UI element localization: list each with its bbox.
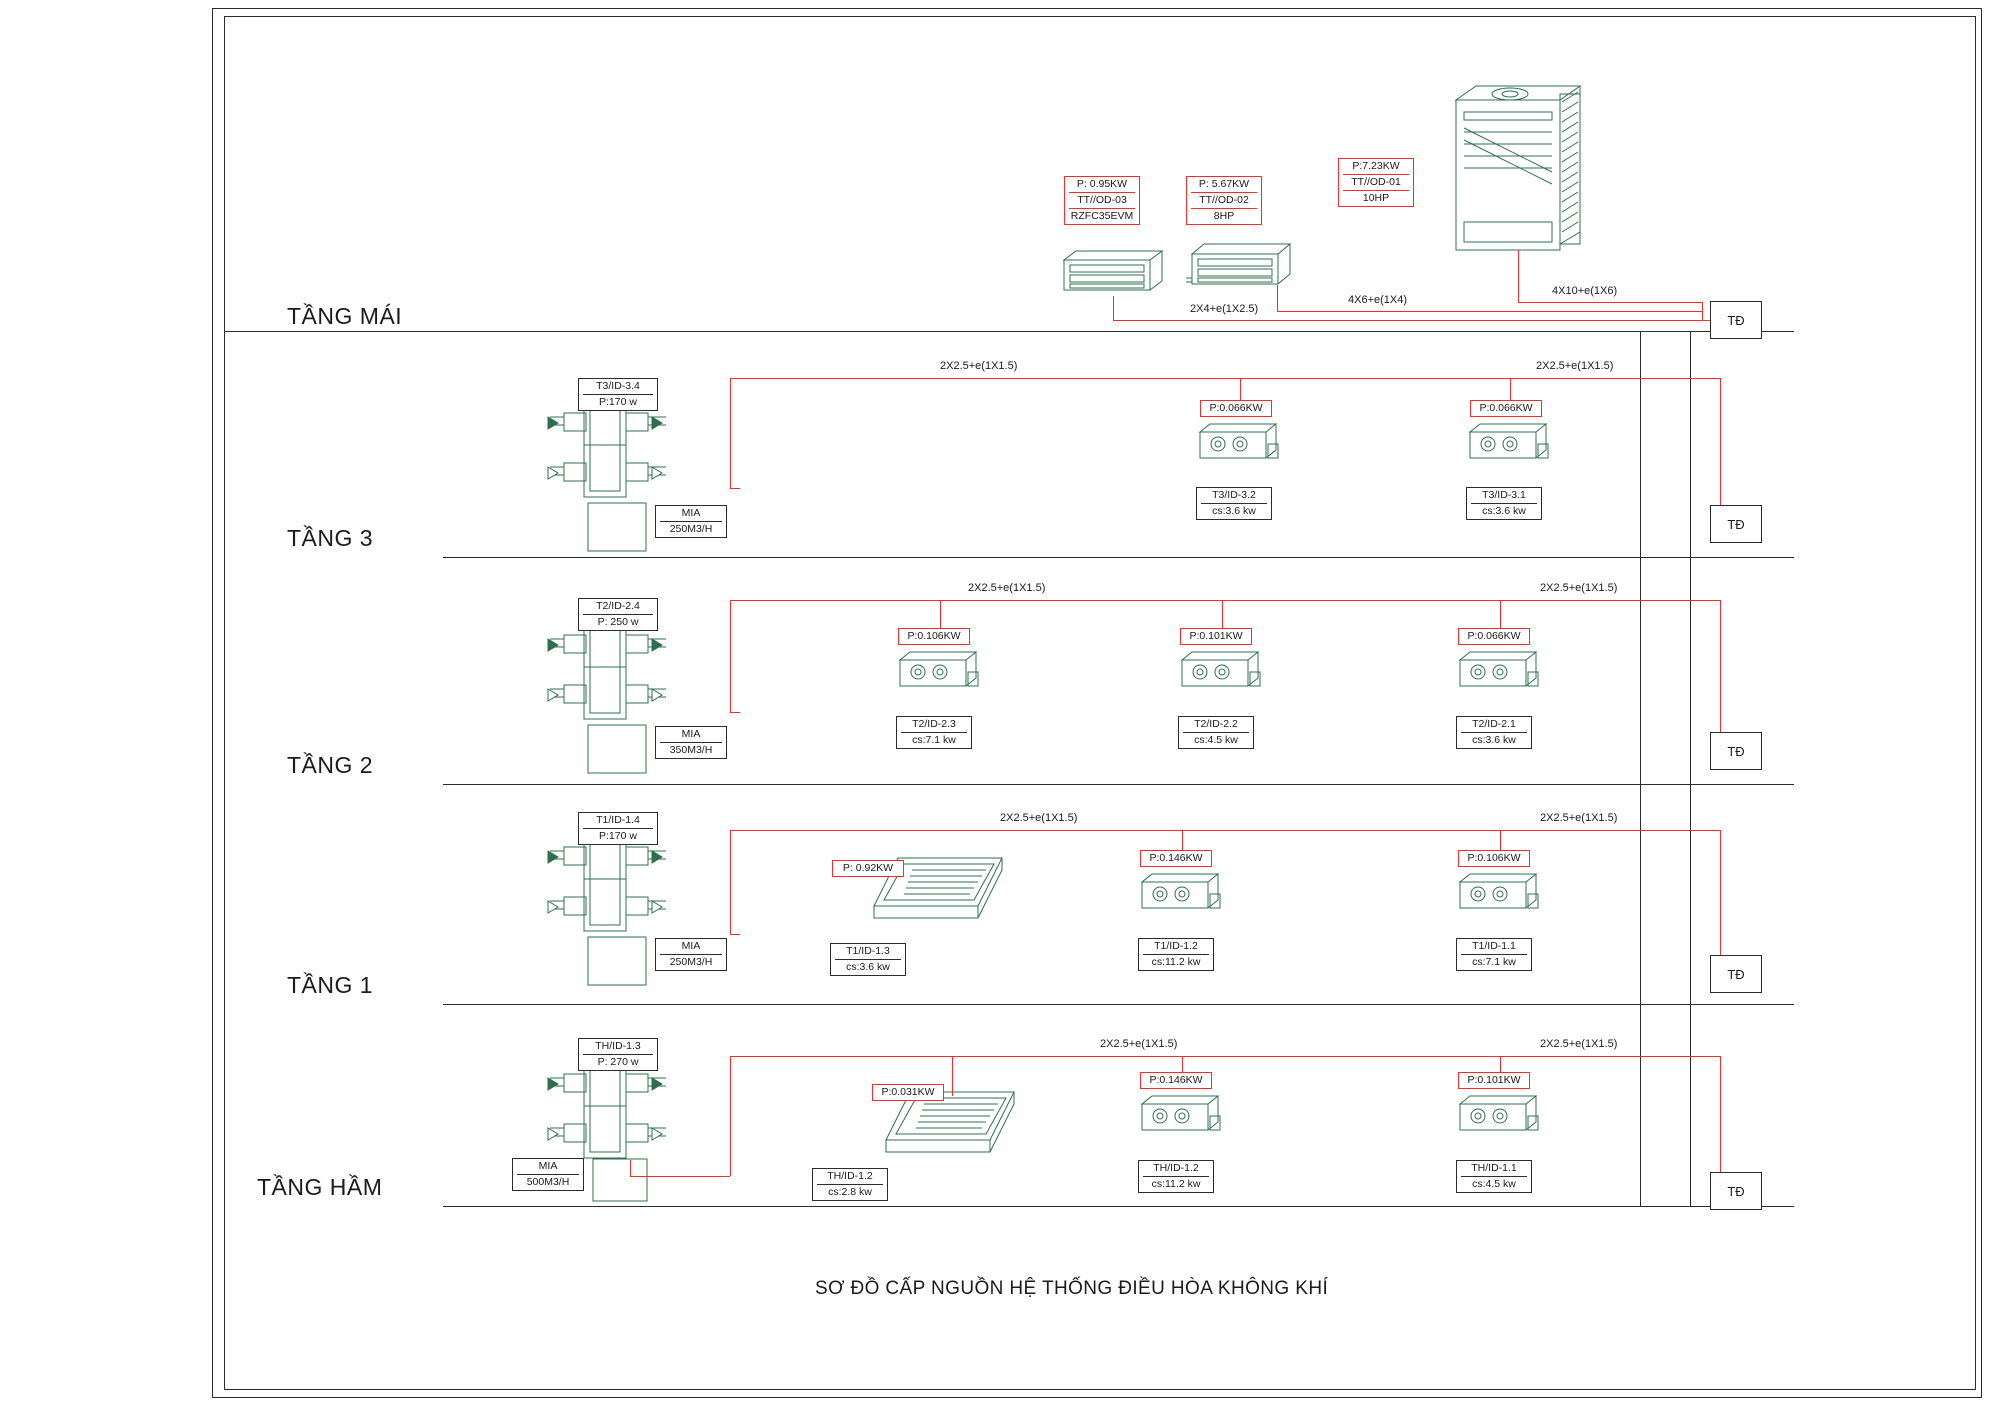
wire-f2-u23-drop [940,600,941,628]
wire-f1-u12-drop [1182,830,1183,850]
tag-t3-3.1-capacity: cs:3.6 kw [1471,503,1537,518]
wire-od-01-drop [1518,250,1519,302]
tag-t3-3.1-code: T3/ID-3.1 [1482,489,1526,501]
wire-f3-main2 [1240,378,1510,379]
indoor-unit-t2-2.3 [896,648,982,692]
panel-td-floor2[interactable]: TĐ [1710,732,1762,770]
wire-od-01-run [1518,302,1703,303]
tag-mia-floor2 [655,726,727,759]
tag-mia-floor1-label: MIA [681,940,701,952]
wire-f1-main2 [1182,830,1500,831]
tag-t2-2.1-capacity: cs:3.6 kw [1461,732,1527,747]
ahu-floor1 [540,829,680,939]
floor-line-roof [224,331,1794,332]
floor-label-floor2: TẦNG 2 [287,752,374,778]
drawing-title: SƠ ĐỒ CẤP NGUỒN HỆ THỐNG ĐIỀU HÒA KHÔNG KHÍ [815,1278,1329,1299]
tag-t3-3.2 [1196,487,1272,520]
wire-f1-ahu-drop [730,830,731,934]
wire-f2-ahu-base [730,712,740,713]
tag-ahu-basement [578,1038,658,1071]
tag-power-t2-2.1: P:0.066KW [1458,628,1530,645]
tag-t2-2.2-code: T2/ID-2.2 [1194,718,1238,730]
tag-od-01-model: 10HP [1343,190,1409,205]
tag-th-1.2-capacity: cs:11.2 kw [1143,1176,1209,1191]
riser-guide-left [1640,331,1641,1206]
tag-t2-2.1 [1456,716,1532,749]
tag-od-02 [1186,176,1262,225]
indoor-unit-t3-3.2 [1196,420,1282,464]
panel-td-roof[interactable]: TĐ [1710,301,1762,339]
tag-t1-1.1-code: T1/ID-1.1 [1472,940,1516,952]
tag-mia-floor3-flow: 250M3/H [660,521,722,536]
tag-od-03 [1064,176,1140,225]
wire-f3-riser [1720,378,1721,524]
wire-fb-main3 [1182,1056,1500,1057]
wire-fb-main [730,1056,952,1057]
outdoor-unit-od-03 [1058,246,1168,296]
cable-label-od-02: 4X6+e(1X4) [1348,294,1408,306]
tag-od-01 [1338,158,1414,207]
wire-f1-riser-run [1500,830,1720,831]
tag-t2-2.2-capacity: cs:4.5 kw [1183,732,1249,747]
wire-f2-main2 [940,600,1222,601]
mia-box-floor2 [587,724,647,774]
cable-label-od-03: 2X4+e(1X2.5) [1190,303,1259,315]
outdoor-unit-od-02 [1186,238,1296,290]
cable-label-f2-left: 2X2.5+e(1X1.5) [968,582,1046,594]
tag-t2-2.3-capacity: cs:7.1 kw [901,732,967,747]
tag-th-1.1-code: TH/ID-1.1 [1471,1162,1517,1174]
tag-ahu-floor1-code: T1/ID-1.4 [596,814,640,826]
tag-mia-floor2-flow: 350M3/H [660,742,722,757]
wire-roof-riser [1702,302,1703,320]
outdoor-unit-vrv [1448,72,1588,262]
tag-th-1.1 [1456,1160,1532,1193]
tag-power-t3-3.2: P:0.066KW [1200,400,1272,417]
tag-t2-2.3 [896,716,972,749]
tag-th-1.2-cassette [812,1168,888,1201]
floor-label-roof: TẦNG MÁI [287,303,403,329]
wire-f1-u11-drop [1500,830,1501,850]
wire-f1-riser [1720,830,1721,974]
floor-label-floor3: TẦNG 3 [287,525,374,551]
wire-fb-cas-drop [952,1056,953,1096]
wire-fb-ahu-stub [630,1160,631,1176]
indoor-unit-t2-2.2 [1178,648,1264,692]
tag-od-02-power: P: 5.67KW [1198,178,1250,190]
indoor-unit-th-1.1 [1456,1092,1542,1136]
tag-t1-1.3 [830,943,906,976]
floor-line-floor1 [443,1004,1794,1005]
wire-f2-main [730,600,940,601]
wire-f2-main3 [1222,600,1500,601]
mia-box-floor3 [587,502,647,552]
wire-f2-u22-drop [1222,600,1223,628]
tag-od-03-code: TT//OD-03 [1069,192,1135,207]
cable-label-f1-right: 2X2.5+e(1X1.5) [1540,812,1618,824]
wire-f2-riser [1720,600,1721,751]
cable-label-f2-right: 2X2.5+e(1X1.5) [1540,582,1618,594]
riser-guide-right [1690,331,1691,1206]
panel-td-floor3[interactable]: TĐ [1710,505,1762,543]
wire-f3-riser-run [1510,378,1720,379]
panel-td-floor1[interactable]: TĐ [1710,955,1762,993]
tag-t1-1.2-code: T1/ID-1.2 [1154,940,1198,952]
tag-power-t3-3.1: P:0.066KW [1470,400,1542,417]
tag-mia-basement [512,1158,584,1191]
wire-fb-u11-drop [1500,1056,1501,1072]
tag-t2-2.3-code: T2/ID-2.3 [912,718,956,730]
tag-mia-floor1-flow: 250M3/H [660,954,722,969]
tag-th-1.2-code: TH/ID-1.2 [1153,1162,1199,1174]
tag-power-th-1.2-cassette: P:0.031KW [872,1084,944,1101]
floor-label-basement: TẦNG HẦM [257,1174,383,1200]
tag-t2-2.2 [1178,716,1254,749]
floor-line-floor3 [443,557,1794,558]
tag-ahu-floor3-power: P:170 w [583,394,653,409]
cable-label-f3-right: 2X2.5+e(1X1.5) [1536,360,1614,372]
tag-th-1.1-capacity: cs:4.5 kw [1461,1176,1527,1191]
tag-od-02-model: 8HP [1191,208,1257,223]
tag-power-t2-2.3: P:0.106KW [898,628,970,645]
tag-mia-basement-label: MIA [538,1160,558,1172]
tag-th-1.2-cassette-code: TH/ID-1.2 [827,1170,873,1182]
wire-f3-main [730,378,1240,379]
cable-label-f3-left: 2X2.5+e(1X1.5) [940,360,1018,372]
wire-od-02-drop [1277,285,1278,311]
tag-ahu-floor1 [578,812,658,845]
tag-od-03-model: RZFC35EVM [1070,210,1134,222]
tag-ahu-floor2-power: P: 250 w [583,614,653,629]
cable-label-fb-right: 2X2.5+e(1X1.5) [1540,1038,1618,1050]
wire-fb-riser [1720,1056,1721,1191]
wire-f3-ahu-drop [730,378,731,488]
floor-label-floor1: TẦNG 1 [287,972,374,998]
wire-f3-u32-drop [1240,378,1241,400]
tag-od-01-power: P:7.23KW [1352,160,1400,172]
wire-od-03-drop [1113,296,1114,320]
cable-label-od-01: 4X10+e(1X6) [1552,285,1618,297]
tag-ahu-floor3-code: T3/ID-3.4 [596,380,640,392]
indoor-unit-t1-1.1 [1456,870,1542,914]
tag-t1-1.3-code: T1/ID-1.3 [846,945,890,957]
cable-label-fb-left: 2X2.5+e(1X1.5) [1100,1038,1178,1050]
tag-t1-1.2 [1138,938,1214,971]
tag-od-01-code: TT//OD-01 [1343,174,1409,189]
indoor-unit-t2-2.1 [1456,648,1542,692]
tag-mia-floor1 [655,938,727,971]
tag-power-t1-1.2: P:0.146KW [1140,850,1212,867]
tag-power-th-1.2: P:0.146KW [1140,1072,1212,1089]
floor-line-basement [443,1206,1794,1207]
tag-od-03-power: P: 0.95KW [1076,178,1128,190]
tag-ahu-basement-power: P: 270 w [583,1054,653,1069]
wire-fb-riser-run [1500,1056,1720,1057]
wire-f2-ahu-drop [730,600,731,712]
tag-ahu-floor2-code: T2/ID-2.4 [596,600,640,612]
wire-f3-u31-drop [1510,378,1511,400]
ahu-floor2 [540,617,680,727]
tag-mia-basement-flow: 500M3/H [517,1174,579,1189]
wire-fb-u12-drop [1182,1056,1183,1072]
ahu-basement [540,1056,680,1166]
tag-power-t1-1.1: P:0.106KW [1458,850,1530,867]
wire-f1-main [730,830,1182,831]
panel-td-basement[interactable]: TĐ [1710,1172,1762,1210]
tag-t1-1.2-capacity: cs:11.2 kw [1143,954,1209,969]
tag-od-02-code: TT//OD-02 [1191,192,1257,207]
tag-ahu-basement-code: TH/ID-1.3 [595,1040,641,1052]
tag-mia-floor2-label: MIA [681,728,701,740]
wire-f3-ahu-base [730,488,740,489]
tag-t3-3.2-code: T3/ID-3.2 [1212,489,1256,501]
tag-t1-1.1 [1456,938,1532,971]
tag-t3-3.2-capacity: cs:3.6 kw [1201,503,1267,518]
wire-od-02-run [1277,311,1703,312]
mia-box-floor1 [587,936,647,986]
tag-ahu-floor2 [578,598,658,631]
mia-box-basement [592,1158,648,1202]
tag-t1-1.1-capacity: cs:7.1 kw [1461,954,1527,969]
indoor-unit-th-1.2 [1138,1092,1224,1136]
wire-f1-ahu-base [730,934,740,935]
tag-ahu-floor1-power: P:170 w [583,828,653,843]
tag-th-1.2 [1138,1160,1214,1193]
indoor-unit-t3-3.1 [1466,420,1552,464]
wire-fb-ahu-base [630,1176,730,1177]
tag-mia-floor3-label: MIA [681,507,701,519]
tag-power-t1-1.3: P: 0.92KW [832,860,904,877]
tag-t1-1.3-capacity: cs:3.6 kw [835,959,901,974]
wire-fb-ahu-drop [730,1056,731,1176]
tag-power-t2-2.2: P:0.101KW [1180,628,1252,645]
indoor-unit-t1-1.2 [1138,870,1224,914]
floor-line-floor2 [443,784,1794,785]
wire-f2-u21-drop [1500,600,1501,628]
ahu-floor3 [540,395,680,505]
wire-f2-riser-run [1500,600,1720,601]
wire-roof-to-td [1702,320,1710,321]
tag-th-1.2-cassette-capacity: cs:2.8 kw [817,1184,883,1199]
tag-mia-floor3 [655,505,727,538]
tag-power-th-1.1: P:0.101KW [1458,1072,1530,1089]
tag-ahu-floor3 [578,378,658,411]
tag-t2-2.1-code: T2/ID-2.1 [1472,718,1516,730]
cable-label-f1-left: 2X2.5+e(1X1.5) [1000,812,1078,824]
tag-t3-3.1 [1466,487,1542,520]
wire-od-03-run [1113,320,1703,321]
wire-fb-main2 [952,1056,1182,1057]
